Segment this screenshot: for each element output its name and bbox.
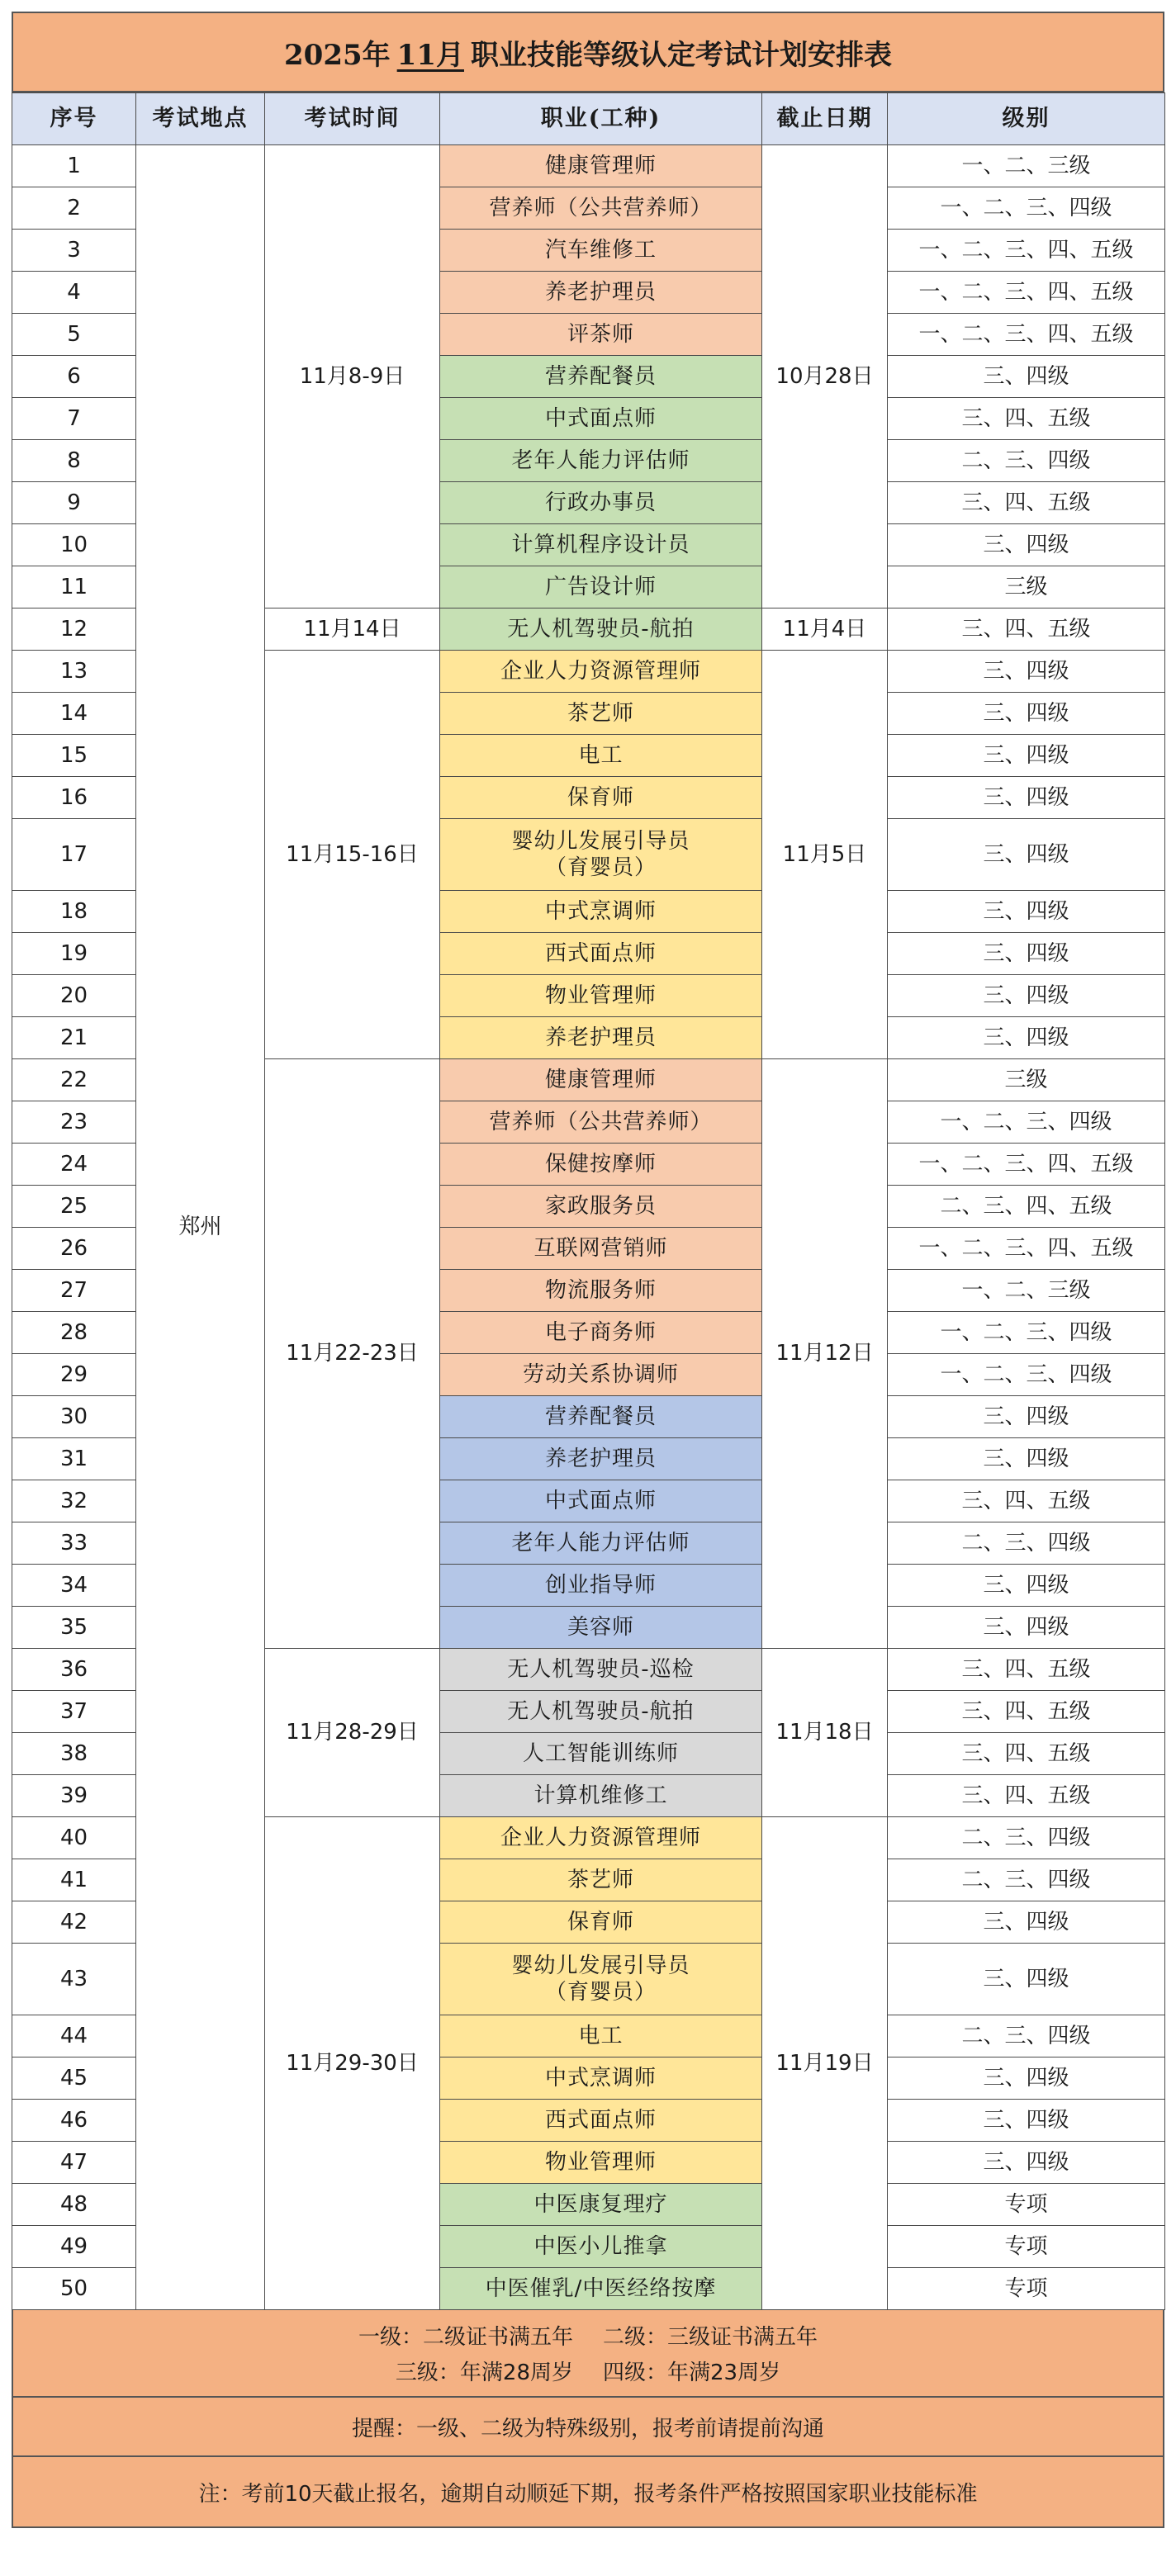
row-seq: 10	[12, 524, 136, 566]
occupation-cell	[440, 1565, 762, 1607]
header-deadline: 截止日期	[762, 93, 888, 145]
row-seq: 21	[12, 1017, 136, 1059]
row-seq: 14	[12, 693, 136, 735]
level-cell: 三、四级	[888, 693, 1165, 735]
occupation-cell	[440, 608, 762, 651]
req-level-2: 二级：三级证书满五年	[603, 2325, 818, 2350]
occupation-name: 健康管理师	[544, 153, 657, 178]
occupation-name: 电工	[578, 742, 624, 768]
row-seq: 30	[12, 1396, 136, 1438]
occupation-name: 婴幼儿发展引导员	[511, 828, 690, 854]
title-suffix: 职业技能等级认定考试计划安排表	[470, 38, 892, 72]
exam-time-cell: 11月14日	[265, 608, 440, 651]
row-seq: 11	[12, 566, 136, 608]
occupation-cell	[440, 1733, 762, 1775]
level-cell: 一、二、三、四级	[888, 1354, 1165, 1396]
occupation-name: 营养配餐员	[544, 1404, 657, 1429]
row-seq: 50	[12, 2268, 136, 2310]
occupation-cell	[440, 2226, 762, 2268]
occupation-cell	[440, 1901, 762, 1944]
occupation-cell	[440, 1649, 762, 1691]
row-seq: 26	[12, 1228, 136, 1270]
level-cell: 三、四级	[888, 891, 1165, 933]
occupation-cell	[440, 1186, 762, 1228]
req-level-1: 一级：二级证书满五年	[358, 2325, 573, 2350]
requirements-line-1	[13, 2320, 1163, 2351]
title-month: 11月	[396, 38, 464, 72]
row-seq: 49	[12, 2226, 136, 2268]
row-seq: 35	[12, 1607, 136, 1649]
level-cell: 二、三、四级	[888, 1859, 1165, 1901]
header-row	[12, 93, 1165, 145]
occupation-name: 老年人能力评估师	[511, 447, 690, 473]
level-cell: 三、四级	[888, 1396, 1165, 1438]
occupation-name: 中式面点师	[544, 1488, 657, 1513]
occupation-subname: （育婴员）	[544, 1980, 657, 2005]
occupation-cell	[440, 1817, 762, 1859]
level-cell: 一、二、三、四、五级	[888, 314, 1165, 356]
deadline-cell: 11月18日	[762, 1649, 888, 1817]
occupation-name: 美容师	[567, 1614, 634, 1640]
occupation-name: 行政办事员	[544, 490, 657, 515]
exam-time-cell: 11月8-9日	[265, 145, 440, 608]
occupation-name: 老年人能力评估师	[511, 1530, 690, 1556]
level-cell: 三、四级	[888, 2142, 1165, 2184]
level-cell: 三、四级	[888, 819, 1165, 891]
row-seq: 12	[12, 608, 136, 651]
occupation-cell	[440, 1691, 762, 1733]
occupation-cell	[440, 975, 762, 1017]
level-cell: 专项	[888, 2226, 1165, 2268]
occupation-cell	[440, 819, 762, 891]
occupation-cell	[440, 566, 762, 608]
level-cell: 三、四级	[888, 356, 1165, 398]
level-cell: 一、二、三、四、五级	[888, 1228, 1165, 1270]
row-seq: 37	[12, 1691, 136, 1733]
level-cell: 三、四、五级	[888, 1733, 1165, 1775]
level-requirements	[12, 2310, 1164, 2398]
occupation-name: 中医康复理疗	[533, 2191, 668, 2217]
occupation-cell	[440, 1859, 762, 1901]
table-body	[12, 145, 1165, 2310]
row-seq: 39	[12, 1775, 136, 1817]
header-exam-time: 考试时间	[265, 93, 440, 145]
occupation-name: 西式面点师	[544, 940, 657, 966]
occupation-cell	[440, 272, 762, 314]
occupation-name: 婴幼儿发展引导员	[511, 1953, 690, 1978]
occupation-cell	[440, 440, 762, 482]
occupation-name: 保健按摩师	[544, 1151, 657, 1177]
occupation-subname: （育婴员）	[544, 855, 657, 880]
occupation-cell	[440, 1144, 762, 1186]
occupation-cell	[440, 1480, 762, 1522]
level-cell: 三、四、五级	[888, 608, 1165, 651]
level-cell: 三、四级	[888, 2057, 1165, 2100]
row-seq: 42	[12, 1901, 136, 1944]
location-cell: 郑州	[136, 145, 265, 2310]
level-cell: 三、四、五级	[888, 482, 1165, 524]
level-cell: 专项	[888, 2184, 1165, 2226]
row-seq: 7	[12, 398, 136, 440]
level-cell: 专项	[888, 2268, 1165, 2310]
occupation-name: 营养配餐员	[544, 363, 657, 389]
occupation-cell	[440, 933, 762, 975]
row-seq: 43	[12, 1944, 136, 2015]
occupation-name: 茶艺师	[567, 1867, 634, 1892]
occupation-name: 保育师	[567, 784, 634, 810]
header-seq: 序号	[12, 93, 136, 145]
row-seq: 8	[12, 440, 136, 482]
note-banner	[12, 2457, 1164, 2528]
occupation-name: 中式面点师	[544, 405, 657, 431]
occupation-cell	[440, 1312, 762, 1354]
row-seq: 27	[12, 1270, 136, 1312]
exam-time-cell: 11月28-29日	[265, 1649, 440, 1817]
row-seq: 44	[12, 2015, 136, 2057]
occupation-name: 中式烹调师	[544, 898, 657, 924]
level-cell: 三、四级	[888, 2100, 1165, 2142]
header-occupation: 职业(工种)	[440, 93, 762, 145]
occupation-name: 保育师	[567, 1909, 634, 1934]
occupation-name: 计算机程序设计员	[511, 532, 690, 557]
row-seq: 31	[12, 1438, 136, 1480]
row-seq: 28	[12, 1312, 136, 1354]
occupation-cell	[440, 777, 762, 819]
occupation-name: 无人机驾驶员-巡检	[507, 1656, 695, 1682]
req-level-3: 三级：年满28周岁	[395, 2361, 573, 2385]
occupation-name: 家政服务员	[544, 1193, 657, 1219]
exam-time-cell: 11月15-16日	[265, 651, 440, 1059]
row-seq: 22	[12, 1059, 136, 1101]
level-cell: 三、四、五级	[888, 398, 1165, 440]
occupation-cell	[440, 187, 762, 230]
occupation-cell	[440, 2015, 762, 2057]
header-level: 级别	[888, 93, 1165, 145]
schedule-table	[12, 92, 1165, 2310]
level-cell: 三、四级	[888, 933, 1165, 975]
level-cell: 二、三、四级	[888, 2015, 1165, 2057]
level-cell: 一、二、三、四、五级	[888, 272, 1165, 314]
occupation-name: 养老护理员	[544, 1446, 657, 1471]
level-cell: 二、三、四级	[888, 440, 1165, 482]
note-text: 注：考前10天截止报名，逾期自动顺延下期，报考条件严格按照国家职业技能标准	[198, 2481, 978, 2507]
occupation-cell	[440, 1228, 762, 1270]
occupation-cell	[440, 2100, 762, 2142]
level-cell: 三、四级	[888, 975, 1165, 1017]
row-seq: 41	[12, 1859, 136, 1901]
row-seq: 29	[12, 1354, 136, 1396]
occupation-cell	[440, 1775, 762, 1817]
occupation-cell	[440, 1017, 762, 1059]
row-seq: 32	[12, 1480, 136, 1522]
occupation-name: 养老护理员	[544, 279, 657, 305]
level-cell: 三、四级	[888, 1944, 1165, 2015]
exam-time-cell: 11月22-23日	[265, 1059, 440, 1649]
level-cell: 三、四级	[888, 1017, 1165, 1059]
requirements-line-2	[13, 2356, 1163, 2386]
row-seq: 18	[12, 891, 136, 933]
exam-time-cell: 11月29-30日	[265, 1817, 440, 2310]
row-seq: 17	[12, 819, 136, 891]
row-seq: 48	[12, 2184, 136, 2226]
level-cell: 一、二、三、四、五级	[888, 1144, 1165, 1186]
row-seq: 40	[12, 1817, 136, 1859]
occupation-cell	[440, 356, 762, 398]
occupation-name: 无人机驾驶员-航拍	[507, 1698, 695, 1724]
row-seq: 19	[12, 933, 136, 975]
occupation-name: 互联网营销师	[533, 1235, 668, 1261]
deadline-cell: 10月28日	[762, 145, 888, 608]
row-seq: 1	[12, 145, 136, 187]
level-cell: 一、二、三、四级	[888, 187, 1165, 230]
row-seq: 2	[12, 187, 136, 230]
row-seq: 13	[12, 651, 136, 693]
occupation-name: 企业人力资源管理师	[500, 658, 701, 684]
occupation-cell	[440, 891, 762, 933]
occupation-cell	[440, 735, 762, 777]
row-seq: 33	[12, 1522, 136, 1565]
occupation-name: 计算机维修工	[533, 1783, 668, 1808]
level-cell: 三、四级	[888, 777, 1165, 819]
occupation-name: 电工	[578, 2023, 624, 2048]
level-cell: 三、四级	[888, 651, 1165, 693]
reminder-text: 提醒：一级、二级为特殊级别，报考前请提前沟通	[351, 2416, 824, 2441]
level-cell: 三、四、五级	[888, 1480, 1165, 1522]
page-title	[12, 12, 1164, 92]
occupation-name: 创业指导师	[544, 1572, 657, 1598]
row-seq: 34	[12, 1565, 136, 1607]
title-year: 2025年	[284, 38, 391, 72]
occupation-cell	[440, 314, 762, 356]
occupation-name: 营养师（公共营养师）	[489, 195, 713, 220]
occupation-cell	[440, 1059, 762, 1101]
level-cell: 二、三、四、五级	[888, 1186, 1165, 1228]
row-seq: 6	[12, 356, 136, 398]
row-seq: 24	[12, 1144, 136, 1186]
occupation-cell	[440, 230, 762, 272]
level-cell: 一、二、三级	[888, 1270, 1165, 1312]
occupation-name: 营养师（公共营养师）	[489, 1109, 713, 1134]
row-seq: 3	[12, 230, 136, 272]
row-seq: 5	[12, 314, 136, 356]
row-seq: 15	[12, 735, 136, 777]
deadline-cell: 11月19日	[762, 1817, 888, 2310]
occupation-name: 汽车维修工	[544, 237, 657, 263]
level-cell: 三、四、五级	[888, 1775, 1165, 1817]
level-cell: 三、四级	[888, 524, 1165, 566]
level-cell: 三、四、五级	[888, 1649, 1165, 1691]
deadline-cell: 11月5日	[762, 651, 888, 1059]
level-cell: 三、四、五级	[888, 1691, 1165, 1733]
occupation-cell	[440, 1607, 762, 1649]
level-cell: 三、四级	[888, 735, 1165, 777]
row-seq: 9	[12, 482, 136, 524]
level-cell: 三级	[888, 1059, 1165, 1101]
occupation-name: 劳动关系协调师	[522, 1361, 679, 1387]
row-seq: 25	[12, 1186, 136, 1228]
occupation-cell	[440, 482, 762, 524]
occupation-name: 养老护理员	[544, 1025, 657, 1050]
row-seq: 4	[12, 272, 136, 314]
occupation-cell	[440, 1438, 762, 1480]
header-location: 考试地点	[136, 93, 265, 145]
level-cell: 二、三、四级	[888, 1817, 1165, 1859]
occupation-cell	[440, 524, 762, 566]
row-seq: 36	[12, 1649, 136, 1691]
occupation-cell	[440, 651, 762, 693]
row-seq: 45	[12, 2057, 136, 2100]
occupation-cell	[440, 145, 762, 187]
occupation-name: 茶艺师	[567, 700, 634, 726]
level-cell: 二、三、四级	[888, 1522, 1165, 1565]
row-seq: 38	[12, 1733, 136, 1775]
reminder-banner	[12, 2398, 1164, 2457]
occupation-cell	[440, 2184, 762, 2226]
schedule-sheet	[12, 12, 1164, 2528]
occupation-name: 评茶师	[567, 321, 634, 347]
level-cell: 一、二、三、四级	[888, 1312, 1165, 1354]
occupation-cell	[440, 1944, 762, 2015]
level-cell: 三、四级	[888, 1438, 1165, 1480]
occupation-name: 电子商务师	[544, 1319, 657, 1345]
row-seq: 16	[12, 777, 136, 819]
occupation-name: 中医催乳/中医经络按摩	[485, 2275, 717, 2301]
occupation-name: 广告设计师	[544, 574, 657, 599]
table-row	[12, 145, 1165, 187]
occupation-cell	[440, 1270, 762, 1312]
row-seq: 46	[12, 2100, 136, 2142]
deadline-cell: 11月4日	[762, 608, 888, 651]
row-seq: 23	[12, 1101, 136, 1144]
level-cell: 一、二、三级	[888, 145, 1165, 187]
level-cell: 三、四级	[888, 1901, 1165, 1944]
occupation-name: 中医小儿推拿	[533, 2233, 668, 2259]
occupation-cell	[440, 2142, 762, 2184]
occupation-cell	[440, 693, 762, 735]
row-seq: 47	[12, 2142, 136, 2184]
occupation-cell	[440, 1522, 762, 1565]
occupation-cell	[440, 1354, 762, 1396]
deadline-cell: 11月12日	[762, 1059, 888, 1649]
occupation-name: 人工智能训练师	[522, 1740, 679, 1766]
occupation-name: 物业管理师	[544, 983, 657, 1008]
occupation-name: 西式面点师	[544, 2107, 657, 2133]
level-cell: 一、二、三、四级	[888, 1101, 1165, 1144]
level-cell: 三、四级	[888, 1565, 1165, 1607]
occupation-cell	[440, 2057, 762, 2100]
occupation-name: 中式烹调师	[544, 2065, 657, 2091]
occupation-name: 无人机驾驶员-航拍	[507, 616, 695, 642]
level-cell: 三、四级	[888, 1607, 1165, 1649]
occupation-cell	[440, 398, 762, 440]
occupation-cell	[440, 2268, 762, 2310]
row-seq: 20	[12, 975, 136, 1017]
req-level-4: 四级：年满23周岁	[603, 2361, 781, 2385]
occupation-name: 企业人力资源管理师	[500, 1825, 701, 1850]
level-cell: 一、二、三、四、五级	[888, 230, 1165, 272]
occupation-cell	[440, 1101, 762, 1144]
occupation-name: 物业管理师	[544, 2149, 657, 2175]
level-cell: 三级	[888, 566, 1165, 608]
occupation-cell	[440, 1396, 762, 1438]
occupation-name: 健康管理师	[544, 1067, 657, 1092]
occupation-name: 物流服务师	[544, 1277, 657, 1303]
